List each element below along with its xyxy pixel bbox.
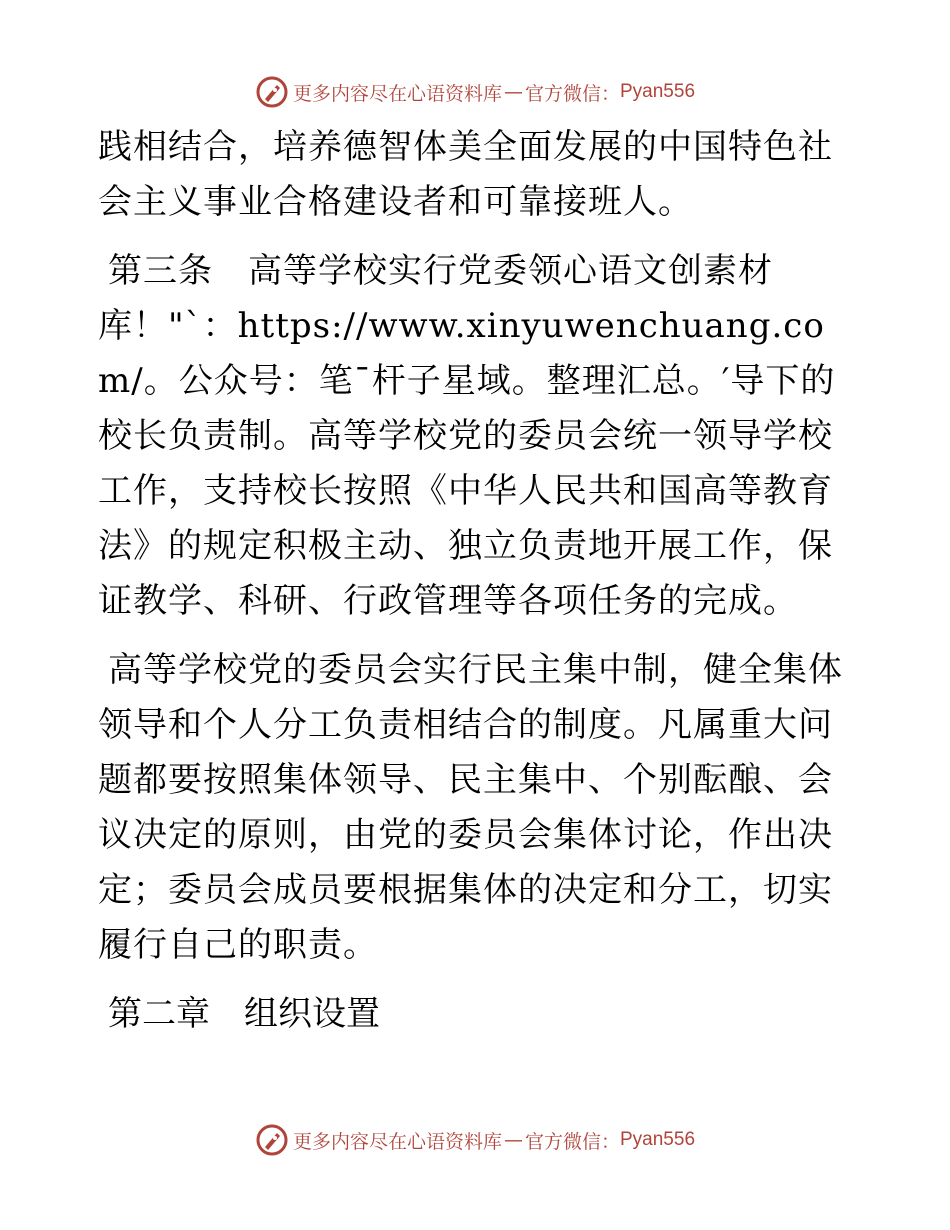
footer-watermark <box>0 1120 950 1160</box>
paragraph-2: 第三条 高等学校实行党委领心语文创素材库！"`：https://www.xinyuwenchuang.com/。公众号：笔¯杆子星域。整理汇总。′导下的校长负责制。高等学校党的委员会统一领导学校工作，支持校长按照《中华人民共和国高等教育法》的规定积极主动、独立负责地开展工作，保证教学、科研、行政管理等各项任务的完成。 <box>98 251 836 621</box>
paragraph-1: 践相结合，培养德智体美全面发展的中国特色社会主义事业合格建设者和可靠接班人。 <box>98 127 833 222</box>
watermark-text: 更多内容尽在心语资料库 <box>292 82 502 105</box>
watermark-separator: — <box>503 81 523 103</box>
watermark-wechat-id: Pyan556 <box>620 81 696 102</box>
watermark-wechat-label: 官方微信： <box>524 1130 620 1153</box>
paragraph-3: 高等学校党的委员会实行民主集中制，健全集体领导和个人分工负责相结合的制度。凡属重大问题都要按照集体领导、民主集中、个别酝酿、会议决定的原则，由党的委员会集体讨论，作出决定；委员会成员要根据集体的决定和分工，切实履行自己的职责。 <box>98 650 843 965</box>
document-body <box>98 120 858 1042</box>
watermark-wechat-label: 官方微信： <box>524 82 620 105</box>
watermark-separator: — <box>503 1129 523 1151</box>
pen-nib-logo-icon <box>255 1123 289 1157</box>
watermark-text: 更多内容尽在心语资料库 <box>292 1130 502 1153</box>
header-watermark <box>0 72 950 112</box>
chapter-heading: 第二章 组织设置 <box>108 994 380 1034</box>
pen-nib-logo-icon <box>255 75 289 109</box>
watermark-wechat-id: Pyan556 <box>620 1129 696 1150</box>
